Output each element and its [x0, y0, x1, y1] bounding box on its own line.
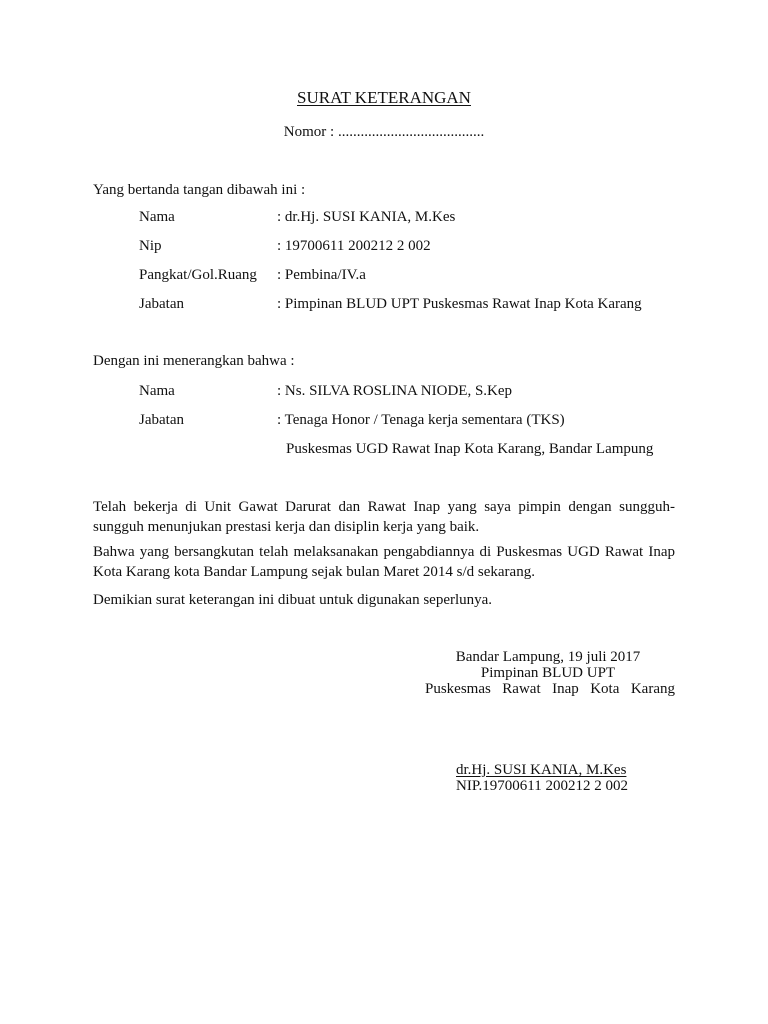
signatory-position-label: Jabatan — [139, 296, 184, 312]
subject-name-value: : Ns. SILVA ROSLINA NIODE, S.Kep — [277, 383, 513, 399]
signatory-name-value: : dr.Hj. SUSI KANIA, M.Kes — [277, 209, 456, 225]
subject-position-label: Jabatan — [139, 412, 184, 428]
signer-nip: NIP.19700611 200212 2 002 — [456, 778, 628, 794]
signatory-name-label: Nama — [139, 209, 175, 225]
signer-name: dr.Hj. SUSI KANIA, M.Kes — [456, 762, 627, 778]
signature-title: Pimpinan BLUD UPT — [480, 665, 616, 681]
signatory-rank-value: : Pembina/IV.a — [277, 267, 366, 283]
declaration-text: Dengan ini menerangkan bahwa : — [93, 353, 295, 369]
signature-place-date: Bandar Lampung, 19 juli 2017 — [455, 649, 641, 665]
body-paragraph-service: Bahwa yang bersangkutan telah melaksanakan pengabdiannya di Puskesmas UGD Rawat Inap Kota Karang kota Bandar Lampung sejak bulan Maret 2014 s/d sekarang. — [93, 544, 675, 580]
subject-name-label: Nama — [139, 383, 175, 399]
signatory-nip-value: : 19700611 200212 2 002 — [277, 238, 431, 254]
subject-position-continued: Puskesmas UGD Rawat Inap Kota Karang, Bandar Lampung — [286, 441, 654, 457]
intro-text: Yang bertanda tangan dibawah ini : — [93, 182, 306, 198]
letter-number: Nomor : ....................................... — [283, 124, 485, 140]
document-title: SURAT KETERANGAN — [297, 88, 471, 107]
subject-position-value: : Tenaga Honor / Tenaga kerja sementara (TKS) — [277, 412, 565, 428]
signatory-position-value: : Pimpinan BLUD UPT Puskesmas Rawat Inap Kota Karang — [277, 296, 642, 312]
body-paragraph-work: Telah bekerja di Unit Gawat Darurat dan Rawat Inap yang saya pimpin dengan sungguh-sungguh menunjukan prestasi kerja dan disiplin kerja yang baik. — [93, 499, 675, 535]
body-paragraph-closing: Demikian surat keterangan ini dibuat untuk digunakan seperlunya. — [93, 592, 493, 608]
signature-unit: Puskesmas Rawat Inap Kota Karang — [425, 681, 675, 697]
signatory-rank-label: Pangkat/Gol.Ruang — [139, 267, 257, 283]
signatory-nip-label: Nip — [139, 238, 162, 254]
